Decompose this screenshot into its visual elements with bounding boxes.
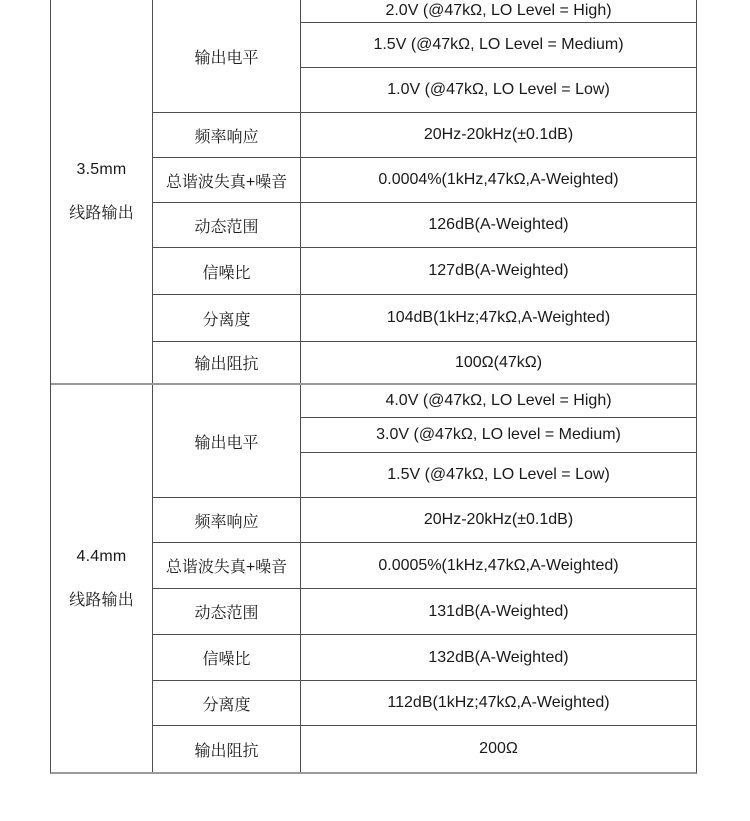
param-value: 3.0V (@47kΩ, LO level = Medium)	[301, 417, 696, 452]
spec-row-thd-noise	[153, 542, 696, 588]
param-value: 20Hz-20kHz(±0.1dB)	[423, 126, 574, 143]
param-value: 1.5V (@47kΩ, LO Level = Medium)	[301, 22, 696, 67]
param-name: 输出电平	[153, 385, 301, 497]
param-value: 2.0V (@47kΩ, LO Level = High)	[385, 2, 612, 19]
section-label-3-5mm	[51, 0, 153, 383]
spec-row-snr	[153, 247, 696, 294]
spec-row-separation	[153, 680, 696, 725]
param-name: 频率响应	[153, 113, 301, 157]
param-value: 104dB(1kHz;47kΩ,A-Weighted)	[386, 309, 611, 326]
param-name: 总谐波失真+噪音	[153, 543, 301, 588]
spec-row-dynamic-range	[153, 588, 696, 634]
param-value: 0.0004%(1kHz,47kΩ,A-Weighted)	[378, 171, 619, 188]
param-value: 126dB(A-Weighted)	[428, 216, 569, 233]
spec-row-frequency-response	[153, 497, 696, 542]
param-value: 200Ω	[479, 740, 518, 757]
spec-row-output-level	[153, 0, 696, 112]
jack-type-label: 线路输出	[69, 204, 134, 222]
param-name: 信噪比	[153, 248, 301, 294]
jack-type-label: 线路输出	[69, 591, 134, 609]
param-name: 动态范围	[153, 203, 301, 247]
spec-row-snr	[153, 634, 696, 680]
section-3-5mm-line-out	[51, 0, 696, 383]
section-4-4mm-line-out	[51, 383, 696, 772]
section-label-4-4mm	[51, 385, 153, 772]
section-rows	[153, 0, 696, 383]
param-value: 1.0V (@47kΩ, LO Level = Low)	[301, 67, 696, 112]
spec-row-output-impedance	[153, 725, 696, 772]
param-name: 动态范围	[153, 589, 301, 634]
param-name: 信噪比	[153, 635, 301, 680]
param-value: 132dB(A-Weighted)	[428, 648, 569, 666]
spec-row-frequency-response	[153, 112, 696, 157]
param-name: 频率响应	[153, 498, 301, 542]
param-name: 输出电平	[153, 0, 301, 112]
spec-row-dynamic-range	[153, 202, 696, 247]
section-rows	[153, 385, 696, 772]
jack-size-label: 3.5mm	[76, 160, 127, 178]
param-value: 1.5V (@47kΩ, LO Level = Low)	[301, 452, 696, 497]
param-value: 127dB(A-Weighted)	[428, 262, 569, 279]
param-value: 131dB(A-Weighted)	[428, 602, 569, 620]
param-subvalues	[301, 0, 696, 112]
param-value: 0.0005%(1kHz,47kΩ,A-Weighted)	[378, 556, 619, 574]
spec-row-output-level	[153, 385, 696, 497]
param-name: 分离度	[153, 295, 301, 341]
param-value: 100Ω(47kΩ)	[454, 353, 543, 371]
spec-row-separation	[153, 294, 696, 341]
param-name: 总谐波失真+噪音	[153, 158, 301, 202]
param-value: 112dB(1kHz;47kΩ,A-Weighted)	[387, 694, 610, 711]
param-name: 分离度	[153, 681, 301, 725]
param-value: 4.0V (@47kΩ, LO Level = High)	[385, 392, 612, 409]
jack-size-label: 4.4mm	[76, 547, 127, 565]
spec-row-thd-noise	[153, 157, 696, 202]
param-value: 20Hz-20kHz(±0.1dB)	[423, 511, 574, 528]
param-name: 输出阻抗	[153, 342, 301, 383]
spec-table	[50, 0, 697, 774]
spec-row-output-impedance	[153, 341, 696, 383]
param-name: 输出阻抗	[153, 726, 301, 772]
param-subvalues	[301, 385, 696, 497]
